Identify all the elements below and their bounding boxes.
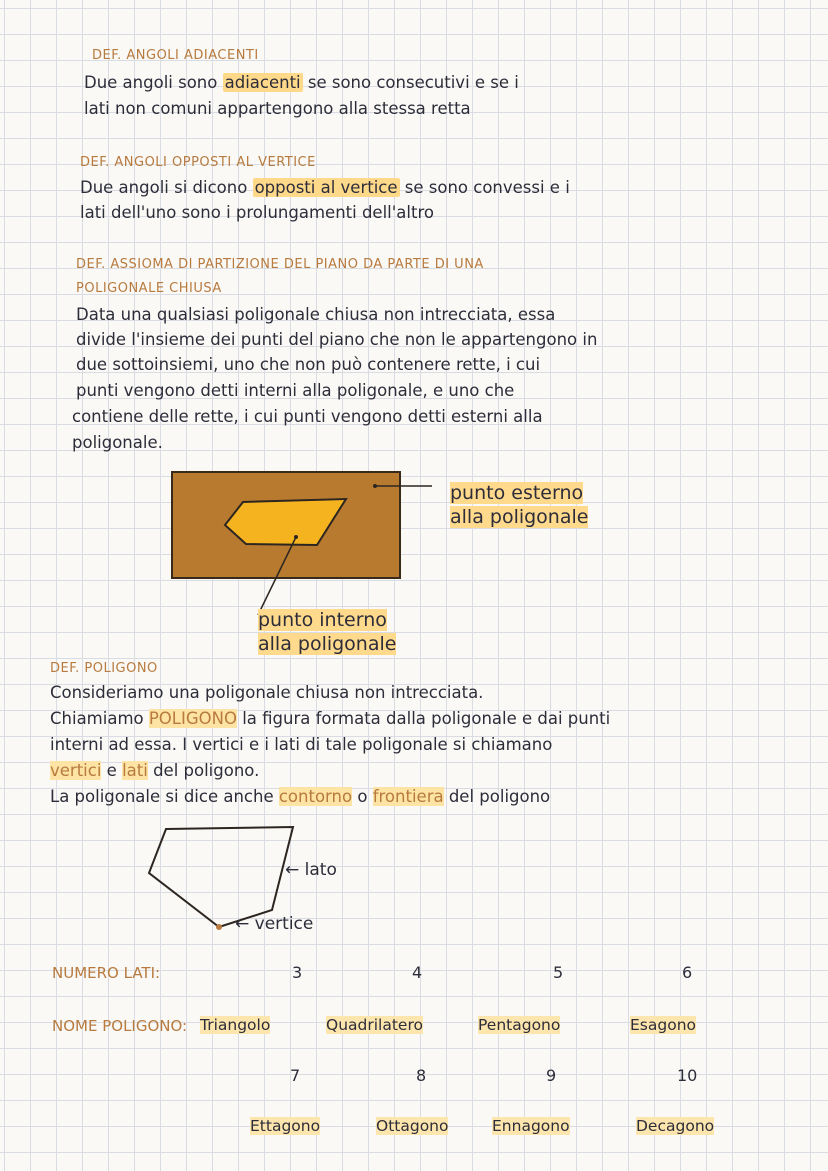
text-fragment: Due angoli sono (84, 73, 223, 92)
poligono-name: Decagono (636, 1117, 715, 1135)
poligono-name: Triangolo (200, 1016, 271, 1034)
text-fragment: se sono convessi e i (399, 178, 570, 197)
def-assioma-title-1: DEF. ASSIOMA DI PARTIZIONE DEL PIANO DA PARTE DI UNA (76, 257, 484, 272)
poligono-name: Quadrilatero (326, 1016, 423, 1034)
label-vertice: ← vertice (235, 914, 314, 934)
lati-3: 3 (292, 963, 303, 982)
poligono-name: Ennagono (492, 1117, 570, 1135)
text-fragment: Chiamiamo (50, 709, 149, 728)
def-opposti-line2: lati dell'uno sono i prolungamenti dell'altro (80, 203, 434, 222)
assioma-line-6: poligonale. (72, 433, 163, 452)
label-text: alla poligonale (258, 633, 397, 655)
lati-7: 7 (290, 1066, 301, 1085)
nome-esagono (630, 1016, 696, 1034)
highlight-opposti: opposti al vertice (254, 178, 398, 197)
def-opposti-title: DEF. ANGOLI OPPOSTI AL VERTICE (80, 155, 316, 170)
assioma-line-3: due sottoinsiemi, uno che non può contenere rette, i cui (76, 355, 541, 374)
lati-9: 9 (546, 1066, 557, 1085)
nome-quadrilatero (326, 1016, 423, 1034)
nome-ettagono (250, 1117, 320, 1135)
label-text: punto interno (258, 609, 387, 631)
text-fragment: del poligono (443, 787, 551, 806)
text-fragment: del poligono. (147, 761, 260, 780)
nome-ottagono (376, 1117, 448, 1135)
assioma-line-1: Data una qualsiasi poligonale chiusa non intrecciata, essa (76, 305, 556, 324)
text-fragment: o (352, 787, 373, 806)
lati-5: 5 (553, 963, 564, 982)
lati-6: 6 (682, 963, 693, 982)
keyword-lati: lati (122, 761, 148, 780)
def-adiacenti-title: DEF. ANGOLI ADIACENTI (92, 48, 259, 63)
poligono-name: Ottagono (376, 1117, 449, 1135)
nome-pentagono (478, 1016, 560, 1034)
header-nome-poligono: NOME POLIGONO: (52, 1017, 188, 1035)
keyword-frontiera: frontiera (372, 787, 444, 806)
poligono-line-3: interni ad essa. I vertici e i lati di tale poligonale si chiamano (50, 735, 553, 754)
lati-8: 8 (416, 1066, 427, 1085)
def-adiacenti-line2: lati non comuni appartengono alla stessa retta (84, 99, 471, 118)
keyword-contorno: contorno (278, 787, 353, 806)
label-text: punto esterno (450, 482, 584, 504)
nome-triangolo (200, 1016, 270, 1034)
nome-ennagono (492, 1117, 570, 1135)
highlight-adiacenti: adiacenti (224, 73, 301, 92)
poligono-name: Esagono (630, 1016, 696, 1034)
keyword-poligono: POLIGONO (148, 709, 237, 728)
text-fragment: e (101, 761, 123, 780)
assioma-line-2: divide l'insieme dei punti del piano che non le appartengono in (76, 330, 598, 349)
assioma-line-5: contiene delle rette, i cui punti vengono detti esterni alla (72, 407, 543, 426)
label-text: alla poligonale (450, 506, 589, 528)
text-fragment: se sono consecutivi e se i (302, 73, 519, 92)
keyword-vertici: vertici (50, 761, 102, 780)
header-numero-lati: NUMERO LATI: (52, 964, 161, 982)
label-lato: ← lato (285, 860, 337, 880)
def-assioma-title-2: POLIGONALE CHIUSA (76, 281, 222, 296)
text-fragment: la figura formata dalla poligonale e dai punti (236, 709, 611, 728)
assioma-line-4: punti vengono detti interni alla poligonale, e uno che (76, 381, 515, 400)
poligono-name: Pentagono (478, 1016, 561, 1034)
vertex-marker (216, 924, 222, 930)
text-fragment: Due angoli si dicono (80, 178, 253, 197)
poligono-name: Ettagono (250, 1117, 321, 1135)
lati-10: 10 (677, 1066, 698, 1085)
poligono-line-1: Consideriamo una poligonale chiusa non intrecciata. (50, 683, 484, 702)
def-poligono-title: DEF. POLIGONO (50, 661, 158, 676)
text-fragment: La poligonale si dice anche (50, 787, 279, 806)
pentagon-outline (149, 827, 293, 927)
nome-decagono (636, 1117, 714, 1135)
lati-4: 4 (412, 963, 423, 982)
